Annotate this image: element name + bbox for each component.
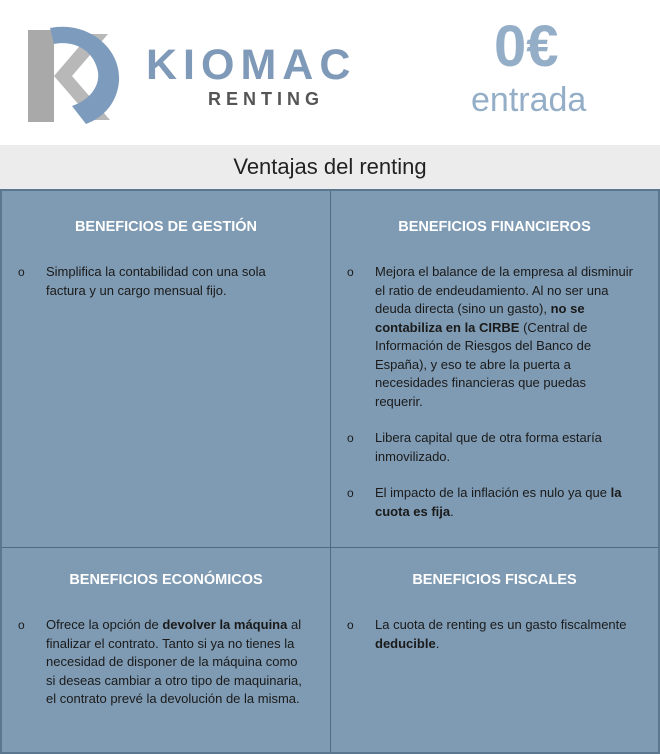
- list-item-text: [375, 616, 651, 653]
- cell-financieros: [331, 191, 658, 548]
- list-item-text: [46, 616, 304, 709]
- benefit-list: [18, 263, 320, 318]
- cell-economicos: [2, 548, 331, 752]
- bullet-icon: o: [347, 265, 354, 279]
- plain-text: .: [435, 635, 440, 651]
- cell-title: BENEFICIOS DE GESTIÓN: [74, 219, 258, 235]
- emphasis-text: no se contabiliza en la CIRBE: [375, 301, 585, 335]
- list-item-text: [375, 484, 637, 521]
- list-item-text: [375, 263, 637, 411]
- brand-name: KIOMAC: [146, 41, 357, 89]
- promo-label: entrada: [471, 81, 587, 119]
- bullet-icon: o: [347, 486, 354, 500]
- list-item: [18, 263, 320, 300]
- emphasis-text: deducible: [375, 635, 436, 651]
- title-bar: [0, 145, 660, 189]
- cell-title: BENEFICIOS FINANCIEROS: [398, 219, 591, 235]
- plain-text: La cuota de renting es un gasto fiscalmente: [375, 617, 627, 632]
- cell-gestion: [2, 191, 331, 548]
- benefit-list: [347, 263, 648, 539]
- plain-text: .: [450, 503, 454, 519]
- list-item: [347, 263, 648, 411]
- plain-text: al finalizar el contrato. Tanto si ya no tienes la necesidad de disponer de la máquina como si deseas cambiar a otro tipo de maquinaria, el contrato prevé la devolución de la misma.: [46, 617, 302, 706]
- bullet-icon: o: [347, 431, 354, 445]
- promo-price: 0€: [494, 14, 559, 79]
- cell-fiscales: [331, 548, 658, 752]
- benefit-list: [347, 616, 648, 671]
- plain-text: Simplifica la contabilidad con una sola factura y un cargo mensual fijo.: [46, 264, 266, 298]
- list-item-text: [375, 429, 637, 466]
- header: [0, 0, 660, 145]
- list-item: [347, 429, 648, 466]
- list-item: [18, 616, 320, 709]
- benefit-list: [18, 616, 320, 727]
- plain-text: (Central de Información de Riesgos del Banco de España), y eso te abre la puerta a necesidades financieras que puedas requerir.: [375, 319, 592, 409]
- benefits-grid: [0, 189, 660, 754]
- plain-text: Ofrece la opción de: [46, 617, 163, 632]
- emphasis-text: la cuota es fija: [375, 485, 622, 519]
- plain-text: Libera capital que de otra forma estaría inmovilizado.: [375, 430, 602, 464]
- cell-title: BENEFICIOS ECONÓMICOS: [69, 572, 263, 588]
- list-item: [347, 484, 648, 521]
- kiomac-logo-icon: [20, 26, 124, 126]
- plain-text: El impacto de la inflación es nulo ya que: [375, 485, 611, 500]
- emphasis-text: devolver la máquina: [162, 617, 288, 632]
- plain-text: Mejora el balance de la empresa al disminuir el ratio de endeudamiento. Al no ser una deuda directa (sino un gasto),: [375, 264, 633, 316]
- brand-subtitle: RENTING: [208, 89, 324, 109]
- bullet-icon: o: [347, 618, 354, 632]
- bullet-icon: o: [18, 265, 25, 279]
- list-item-text: [46, 263, 296, 300]
- list-item: [347, 616, 648, 653]
- page-title: Ventajas del renting: [233, 154, 427, 179]
- cell-title: BENEFICIOS FISCALES: [412, 572, 577, 588]
- bullet-icon: o: [18, 618, 25, 632]
